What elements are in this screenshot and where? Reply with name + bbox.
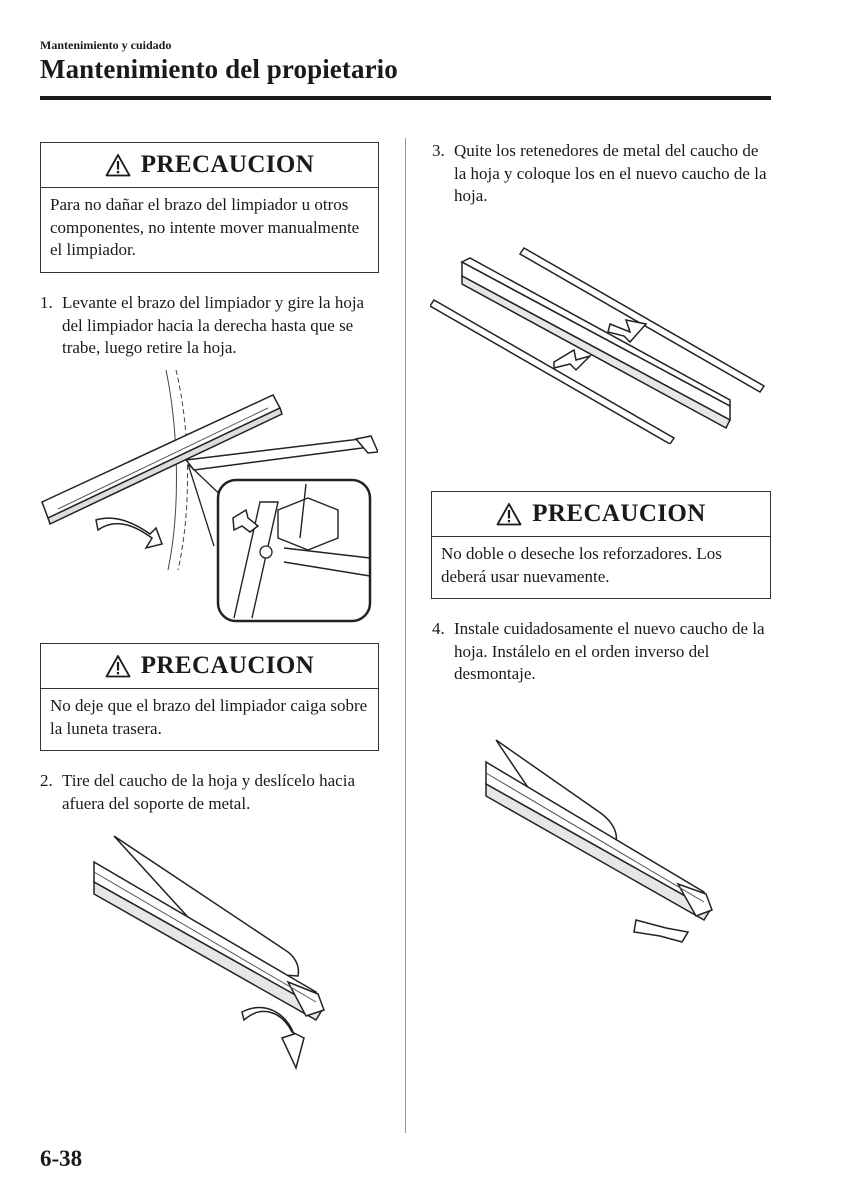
step-number: 3.: [432, 141, 445, 160]
warning-triangle-icon: [105, 153, 131, 177]
caution-header: [41, 143, 378, 188]
caution-header: [41, 644, 378, 689]
step-text: Quite los retenedores de metal del caucho de la hoja y coloque los en el nuevo caucho de la hoja.: [454, 141, 767, 205]
step-text: Levante el brazo del limpiador y gire la hoja del limpiador hacia la derecha hasta que se trabe, luego retire la hoja.: [62, 293, 365, 357]
caution-heading: PRECAUCION: [140, 151, 315, 178]
caution-text: No doble o deseche los reforzadores. Los deberá usar nuevamente.: [441, 544, 722, 586]
caution-heading: PRECAUCION: [532, 500, 706, 527]
page-title: Mantenimiento del propietario: [40, 54, 398, 84]
wiper-removal-illustration: [38, 368, 378, 624]
step-2: [40, 770, 382, 815]
metal-retainers-illustration: [430, 244, 770, 444]
caution-box-1: [40, 142, 379, 273]
warning-triangle-icon: [105, 654, 131, 678]
step-1: [40, 292, 382, 360]
header-rule: [40, 96, 771, 100]
step-number: 4.: [432, 619, 445, 638]
blade-rubber-install-illustration: [482, 736, 722, 956]
page-number: 6-38: [40, 1146, 83, 1171]
caution-text: Para no dañar el brazo del limpiador u otros componentes, no intente mover manualmente el limpiador.: [50, 195, 360, 259]
column-divider: [405, 138, 406, 1133]
blade-rubber-removal-illustration: [90, 832, 330, 1072]
step-text: Instale cuidadosamente el nuevo caucho de la hoja. Instálelo en el orden inverso del desmontaje.: [454, 619, 765, 683]
step-text: Tire del caucho de la hoja y deslícelo hacia afuera del soporte de metal.: [62, 771, 355, 813]
caution-header: [432, 492, 770, 537]
section-label: Mantenimiento y cuidado: [40, 38, 172, 52]
step-number: 2.: [40, 771, 53, 790]
caution-heading: PRECAUCION: [140, 652, 315, 679]
caution-box-3: [431, 491, 771, 599]
caution-text: No deje que el brazo del limpiador caiga sobre la luneta trasera.: [50, 696, 368, 738]
step-number: 1.: [40, 293, 53, 312]
caution-box-2: [40, 643, 379, 751]
step-4: [432, 618, 774, 686]
warning-triangle-icon: [496, 502, 522, 526]
step-3: [432, 140, 774, 208]
